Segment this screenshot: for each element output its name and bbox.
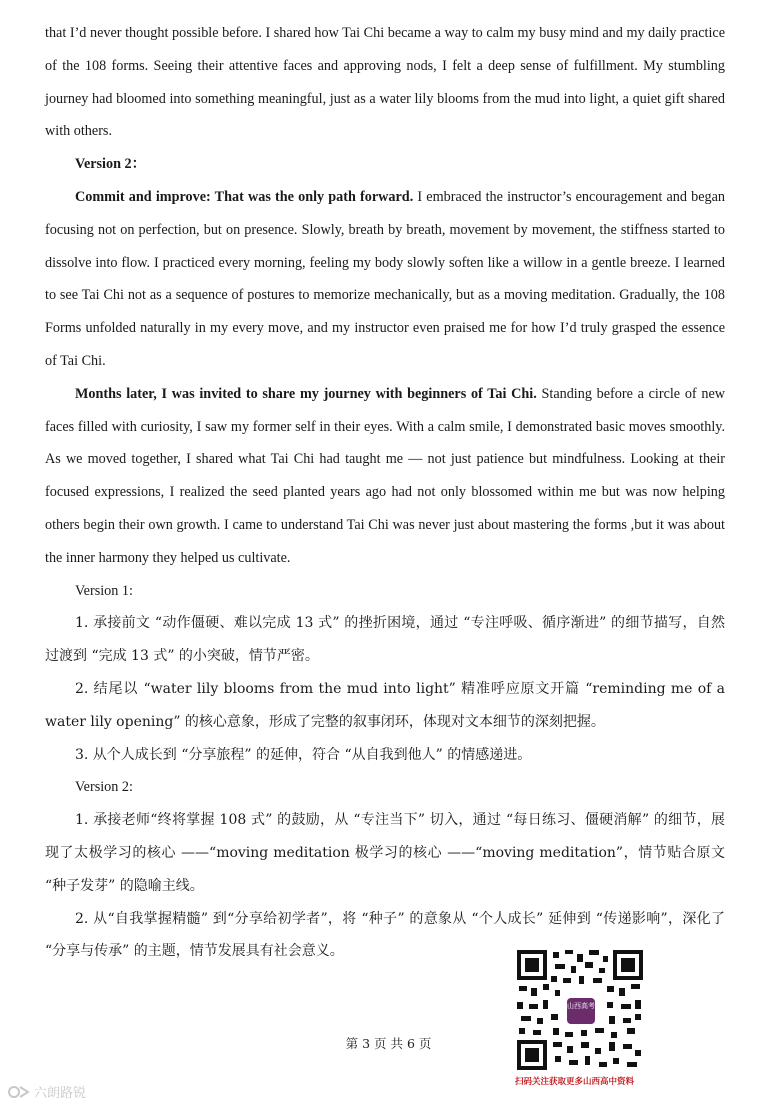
analysis-version2-label: Version 2:	[75, 779, 133, 796]
watermark	[8, 1082, 86, 1101]
analysis-item: 2. 结尾以 “water lily blooms from the mud into light” 精准呼应原文开篇 “reminding me of a water lily opening” 的核心意象，形成了完整的叙事闭环，体现对文本细节的深刻把握。	[45, 680, 725, 730]
qr-code[interactable]	[515, 948, 645, 1072]
qr-badge: 山西高考	[567, 998, 595, 1024]
page-number: 第 3 页 共 6 页	[345, 1036, 432, 1051]
qr-caption: 扫码关注获取更多山西高中资料	[515, 1077, 635, 1087]
watermark-text: 六朗路锐	[34, 1086, 87, 1101]
paragraph-version1-ending: that I’d never thought possible before. I shared how Tai Chi became a way to calm my busy mind and my daily practice of the 108 forms. Seeing their attentive faces and approving nods, I felt a deep sense of fulfillment. My stumbling journey had bloomed into something meaningful, just as a water lily blooms from the mud into light, a quiet gift shared with others.	[45, 25, 725, 140]
document-body	[45, 17, 725, 968]
watermark-logo-icon	[8, 1085, 30, 1099]
analysis-item: 2. 从“自我掌握精髓” 到“分享给初学者”，将 “种子” 的意象从 “个人成长” 延伸到 “传递影响”，深化了 “分享与传承” 的主题，情节发展具有社会意义。	[45, 910, 725, 960]
analysis-item: 1. 承接老师“终将掌握 108 式” 的鼓励，从 “专注当下” 切入，通过 “每日练习、僵硬消解” 的细节，展现了太极学习的核心 ——“moving meditation 极学习的核心 ——“moving meditation”，情节贴合原文 “种子发芽” 的隐喻主线。	[45, 812, 725, 894]
version2-heading: Version 2：	[75, 156, 146, 173]
analysis-version1-label: Version 1:	[75, 582, 133, 599]
bold-lead-sentence: Commit and improve: That was the only path forward.	[75, 188, 414, 205]
paragraph-version2-first: Commit and improve: That was the only path forward. I embraced the instructor’s encouragement and began focusing not on perfection, but on presence. Slowly, breath by breath, movement by movement, the stiffness started to dissolve into flow. I practiced every morning, feeling my body slowly soften like a willow in a gentle breeze. I learned to see Tai Chi not as a sequence of postures to memorize mechanically, but as a moving meditation. Gradually, the 108 Forms unfolded naturally in my every move, and my instructor even praised me for how I’d truly grasped the essence of Tai Chi.	[45, 188, 725, 369]
bold-lead-sentence: Months later, I was invited to share my journey with beginners of Tai Chi.	[75, 385, 537, 402]
paragraph-version2-second: Months later, I was invited to share my journey with beginners of Tai Chi. Standing before a circle of new faces filled with curiosity, I saw my former self in their eyes. With a calm smile, I demonstrated basic moves smoothly. As we moved together, I shared what Tai Chi had taught me — not just patience but mindfulness. Looking at their focused expressions, I realized the seed planted years ago had not only blossomed within me but was now helping others begin their own growth. I came to understand Tai Chi was never just about mastering the forms ,but it was about the inner harmony they helped us cultivate.	[45, 385, 725, 566]
analysis-item: 3. 从个人成长到 “分享旅程” 的延伸，符合 “从自我到他人” 的情感递进。	[75, 746, 532, 763]
analysis-item: 1. 承接前文 “动作僵硬、难以完成 13 式” 的挫折困境，通过 “专注呼吸、循序渐进” 的细节描写，自然过渡到 “完成 13 式” 的小突破，情节严密。	[45, 615, 725, 665]
